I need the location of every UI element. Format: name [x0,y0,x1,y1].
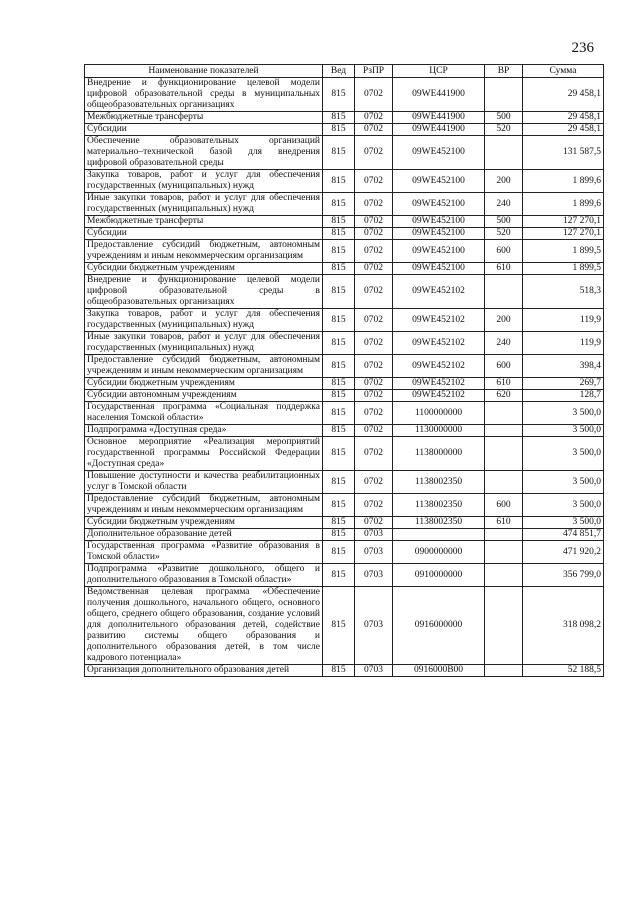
cell-ved: 815 [323,564,355,587]
cell-csr: 09WE452102 [393,309,485,332]
cell-sum: 474 851,7 [523,529,604,541]
cell-name: Закупка товаров, работ и услуг для обеспечения государственных (муниципальных) нужд [85,170,323,193]
cell-sum: 518,3 [523,275,604,309]
cell-name: Межбюджетные трансферты [85,112,323,124]
cell-ved: 815 [323,263,355,275]
table-row [85,425,604,437]
cell-csr: 09WE452102 [393,390,485,402]
cell-vr: 500 [485,112,523,124]
cell-ved: 815 [323,124,355,136]
cell-csr: 09WE452102 [393,355,485,378]
cell-sum: 131 587,5 [523,136,604,170]
cell-ved: 815 [323,587,355,665]
cell-name: Иные закупки товаров, работ и услуг для обеспечения государственных (муниципальных) нужд [85,193,323,216]
cell-sum: 3 500,0 [523,471,604,494]
cell-csr: 09WE441900 [393,112,485,124]
cell-vr: 500 [485,216,523,228]
table-row [85,263,604,275]
cell-name: Ведомственная целевая программа «Обеспечение получения дошкольного, начального общего, основного общего, среднего общего образования, создание условий для дополнительного образования детей, содействие развитию системы общего образования и дополнительного образования детей, в том числе кадрового потенциала» [85,587,323,665]
cell-name: Субсидии автономным учреждениям [85,390,323,402]
cell-ved: 815 [323,275,355,309]
cell-sum: 1 899,5 [523,240,604,263]
cell-rzpr: 0703 [355,541,393,564]
cell-name: Субсидии [85,124,323,136]
cell-vr: 600 [485,355,523,378]
cell-name: Предоставление субсидий бюджетным, автономным учреждениям и иным некоммерческим организациям [85,240,323,263]
table-row [85,240,604,263]
cell-name: Субсидии бюджетным учреждениям [85,517,323,529]
cell-rzpr: 0702 [355,402,393,425]
cell-sum: 471 920,2 [523,541,604,564]
cell-csr: 09WE452100 [393,136,485,170]
cell-sum: 1 899,6 [523,193,604,216]
cell-rzpr: 0702 [355,112,393,124]
cell-csr: 0900000000 [393,541,485,564]
cell-ved: 815 [323,240,355,263]
table-row [85,587,604,665]
table-row [85,564,604,587]
cell-ved: 815 [323,541,355,564]
cell-sum: 127 270,1 [523,216,604,228]
cell-vr: 610 [485,517,523,529]
cell-rzpr: 0702 [355,425,393,437]
cell-ved: 815 [323,216,355,228]
cell-vr [485,402,523,425]
cell-ved: 815 [323,471,355,494]
table-row [85,124,604,136]
cell-sum: 1 899,6 [523,170,604,193]
cell-name: Субсидии [85,228,323,240]
cell-ved: 815 [323,402,355,425]
cell-vr [485,471,523,494]
cell-csr: 1100000000 [393,402,485,425]
cell-rzpr: 0702 [355,332,393,355]
cell-vr: 620 [485,390,523,402]
cell-rzpr: 0702 [355,228,393,240]
table-row [85,517,604,529]
table-row [85,216,604,228]
cell-rzpr: 0702 [355,170,393,193]
cell-sum: 3 500,0 [523,517,604,529]
cell-csr: 09WE452100 [393,216,485,228]
cell-csr: 09WE441900 [393,124,485,136]
cell-name: Предоставление субсидий бюджетным, автономным учреждениям и иным некоммерческим организациям [85,355,323,378]
cell-name: Повышение доступности и качества реабилитационных услуг в Томской области [85,471,323,494]
cell-csr: 09WE452102 [393,275,485,309]
cell-ved: 815 [323,425,355,437]
cell-vr: 520 [485,124,523,136]
cell-sum: 119,9 [523,332,604,355]
table-row [85,494,604,517]
cell-rzpr: 0702 [355,309,393,332]
table-row [85,471,604,494]
cell-name: Дополнительное образование детей [85,529,323,541]
cell-rzpr: 0702 [355,517,393,529]
cell-csr: 09WE452102 [393,378,485,390]
cell-ved: 815 [323,517,355,529]
cell-ved: 815 [323,309,355,332]
cell-vr [485,425,523,437]
cell-rzpr: 0702 [355,471,393,494]
table-header-row [85,65,604,78]
cell-csr: 09WE452100 [393,193,485,216]
cell-rzpr: 0703 [355,665,393,677]
cell-vr: 600 [485,240,523,263]
cell-csr [393,529,485,541]
cell-rzpr: 0703 [355,564,393,587]
cell-ved: 815 [323,390,355,402]
table-row [85,378,604,390]
cell-sum: 119,9 [523,309,604,332]
cell-vr [485,437,523,471]
cell-csr: 1138002350 [393,471,485,494]
cell-sum: 1 899,5 [523,263,604,275]
cell-rzpr: 0702 [355,437,393,471]
cell-sum: 318 098,2 [523,587,604,665]
cell-name: Субсидии бюджетным учреждениям [85,263,323,275]
cell-ved: 815 [323,529,355,541]
cell-vr [485,275,523,309]
page-number: 236 [571,40,594,56]
cell-rzpr: 0702 [355,124,393,136]
table-row [85,402,604,425]
column-header-ved: Вед [323,65,355,78]
table-row [85,665,604,677]
cell-vr [485,136,523,170]
cell-ved: 815 [323,437,355,471]
cell-rzpr: 0702 [355,136,393,170]
cell-rzpr: 0702 [355,193,393,216]
cell-name: Субсидии бюджетным учреждениям [85,378,323,390]
cell-csr: 09WE452100 [393,170,485,193]
cell-ved: 815 [323,355,355,378]
column-header-rzpr: РзПР [355,65,393,78]
cell-name: Предоставление субсидий бюджетным, автономным учреждениям и иным некоммерческим организациям [85,494,323,517]
cell-csr: 09WE452100 [393,240,485,263]
table-row [85,136,604,170]
cell-vr: 200 [485,170,523,193]
cell-name: Внедрение и функционирование целевой модели цифровой образовательной среды в общеобразовательных организациях [85,275,323,309]
table-row [85,355,604,378]
cell-vr [485,541,523,564]
cell-rzpr: 0702 [355,78,393,112]
cell-sum: 127 270,1 [523,228,604,240]
table-row [85,112,604,124]
cell-rzpr: 0702 [355,355,393,378]
budget-table [84,64,604,677]
column-header-vr: ВР [485,65,523,78]
cell-csr: 0910000000 [393,564,485,587]
table-body [85,78,604,677]
column-header-sum: Сумма [523,65,604,78]
cell-ved: 815 [323,228,355,240]
cell-vr: 520 [485,228,523,240]
cell-sum: 3 500,0 [523,402,604,425]
cell-rzpr: 0702 [355,494,393,517]
cell-vr: 610 [485,378,523,390]
cell-rzpr: 0702 [355,216,393,228]
cell-vr: 200 [485,309,523,332]
table-row [85,309,604,332]
cell-name: Иные закупки товаров, работ и услуг для обеспечения государственных (муниципальных) нужд [85,332,323,355]
cell-vr: 240 [485,193,523,216]
cell-sum: 3 500,0 [523,425,604,437]
table-row [85,529,604,541]
cell-sum: 128,7 [523,390,604,402]
cell-name: Государственная программа «Развитие образования в Томской области» [85,541,323,564]
cell-csr: 09WE452100 [393,228,485,240]
cell-csr: 09WE452100 [393,263,485,275]
cell-csr: 09WE441900 [393,78,485,112]
cell-csr: 09WE452102 [393,332,485,355]
cell-vr [485,78,523,112]
cell-vr [485,564,523,587]
cell-vr [485,529,523,541]
cell-ved: 815 [323,170,355,193]
cell-sum: 29 458,1 [523,78,604,112]
cell-vr: 240 [485,332,523,355]
cell-name: Подпрограмма «Доступная среда» [85,425,323,437]
table-row [85,78,604,112]
cell-rzpr: 0702 [355,378,393,390]
cell-ved: 815 [323,332,355,355]
cell-vr: 610 [485,263,523,275]
cell-name: Межбюджетные трансферты [85,216,323,228]
cell-name: Организация дополнительного образования детей [85,665,323,677]
cell-csr: 0916000000 [393,587,485,665]
cell-ved: 815 [323,378,355,390]
cell-rzpr: 0703 [355,587,393,665]
cell-csr: 1130000000 [393,425,485,437]
cell-rzpr: 0702 [355,275,393,309]
cell-vr [485,665,523,677]
cell-rzpr: 0702 [355,390,393,402]
table-row [85,228,604,240]
cell-name: Обеспечение образовательных организаций материально–технической базой для внедрения цифровой образовательной среды [85,136,323,170]
cell-csr: 0916000В00 [393,665,485,677]
table-row [85,332,604,355]
cell-sum: 29 458,1 [523,112,604,124]
cell-csr: 1138002350 [393,517,485,529]
column-header-name: Наименование показателей [85,65,323,78]
table-row [85,275,604,309]
cell-csr: 1138002350 [393,494,485,517]
cell-name: Подпрограмма «Развитие дошкольного, общего и дополнительного образования в Томской области» [85,564,323,587]
cell-sum: 356 799,0 [523,564,604,587]
cell-vr [485,587,523,665]
cell-ved: 815 [323,78,355,112]
cell-sum: 269,7 [523,378,604,390]
cell-name: Внедрение и функционирование целевой модели цифровой образовательной среды в муниципальных общеобразовательных организациях [85,78,323,112]
cell-sum: 29 458,1 [523,124,604,136]
cell-ved: 815 [323,193,355,216]
table-row [85,541,604,564]
cell-rzpr: 0702 [355,240,393,263]
cell-vr: 600 [485,494,523,517]
table-row [85,437,604,471]
cell-sum: 52 188,5 [523,665,604,677]
cell-rzpr: 0702 [355,263,393,275]
cell-ved: 815 [323,136,355,170]
cell-name: Государственная программа «Социальная поддержка населения Томской области» [85,402,323,425]
table-row [85,193,604,216]
cell-name: Закупка товаров, работ и услуг для обеспечения государственных (муниципальных) нужд [85,309,323,332]
cell-ved: 815 [323,665,355,677]
cell-csr: 1138000000 [393,437,485,471]
table-row [85,170,604,193]
cell-sum: 3 500,0 [523,437,604,471]
table-row [85,390,604,402]
cell-ved: 815 [323,112,355,124]
cell-ved: 815 [323,494,355,517]
cell-rzpr: 0703 [355,529,393,541]
column-header-csr: ЦСР [393,65,485,78]
cell-sum: 398,4 [523,355,604,378]
cell-sum: 3 500,0 [523,494,604,517]
cell-name: Основное мероприятие «Реализация мероприятий государственной программы Российской Федерации «Доступная среда» [85,437,323,471]
